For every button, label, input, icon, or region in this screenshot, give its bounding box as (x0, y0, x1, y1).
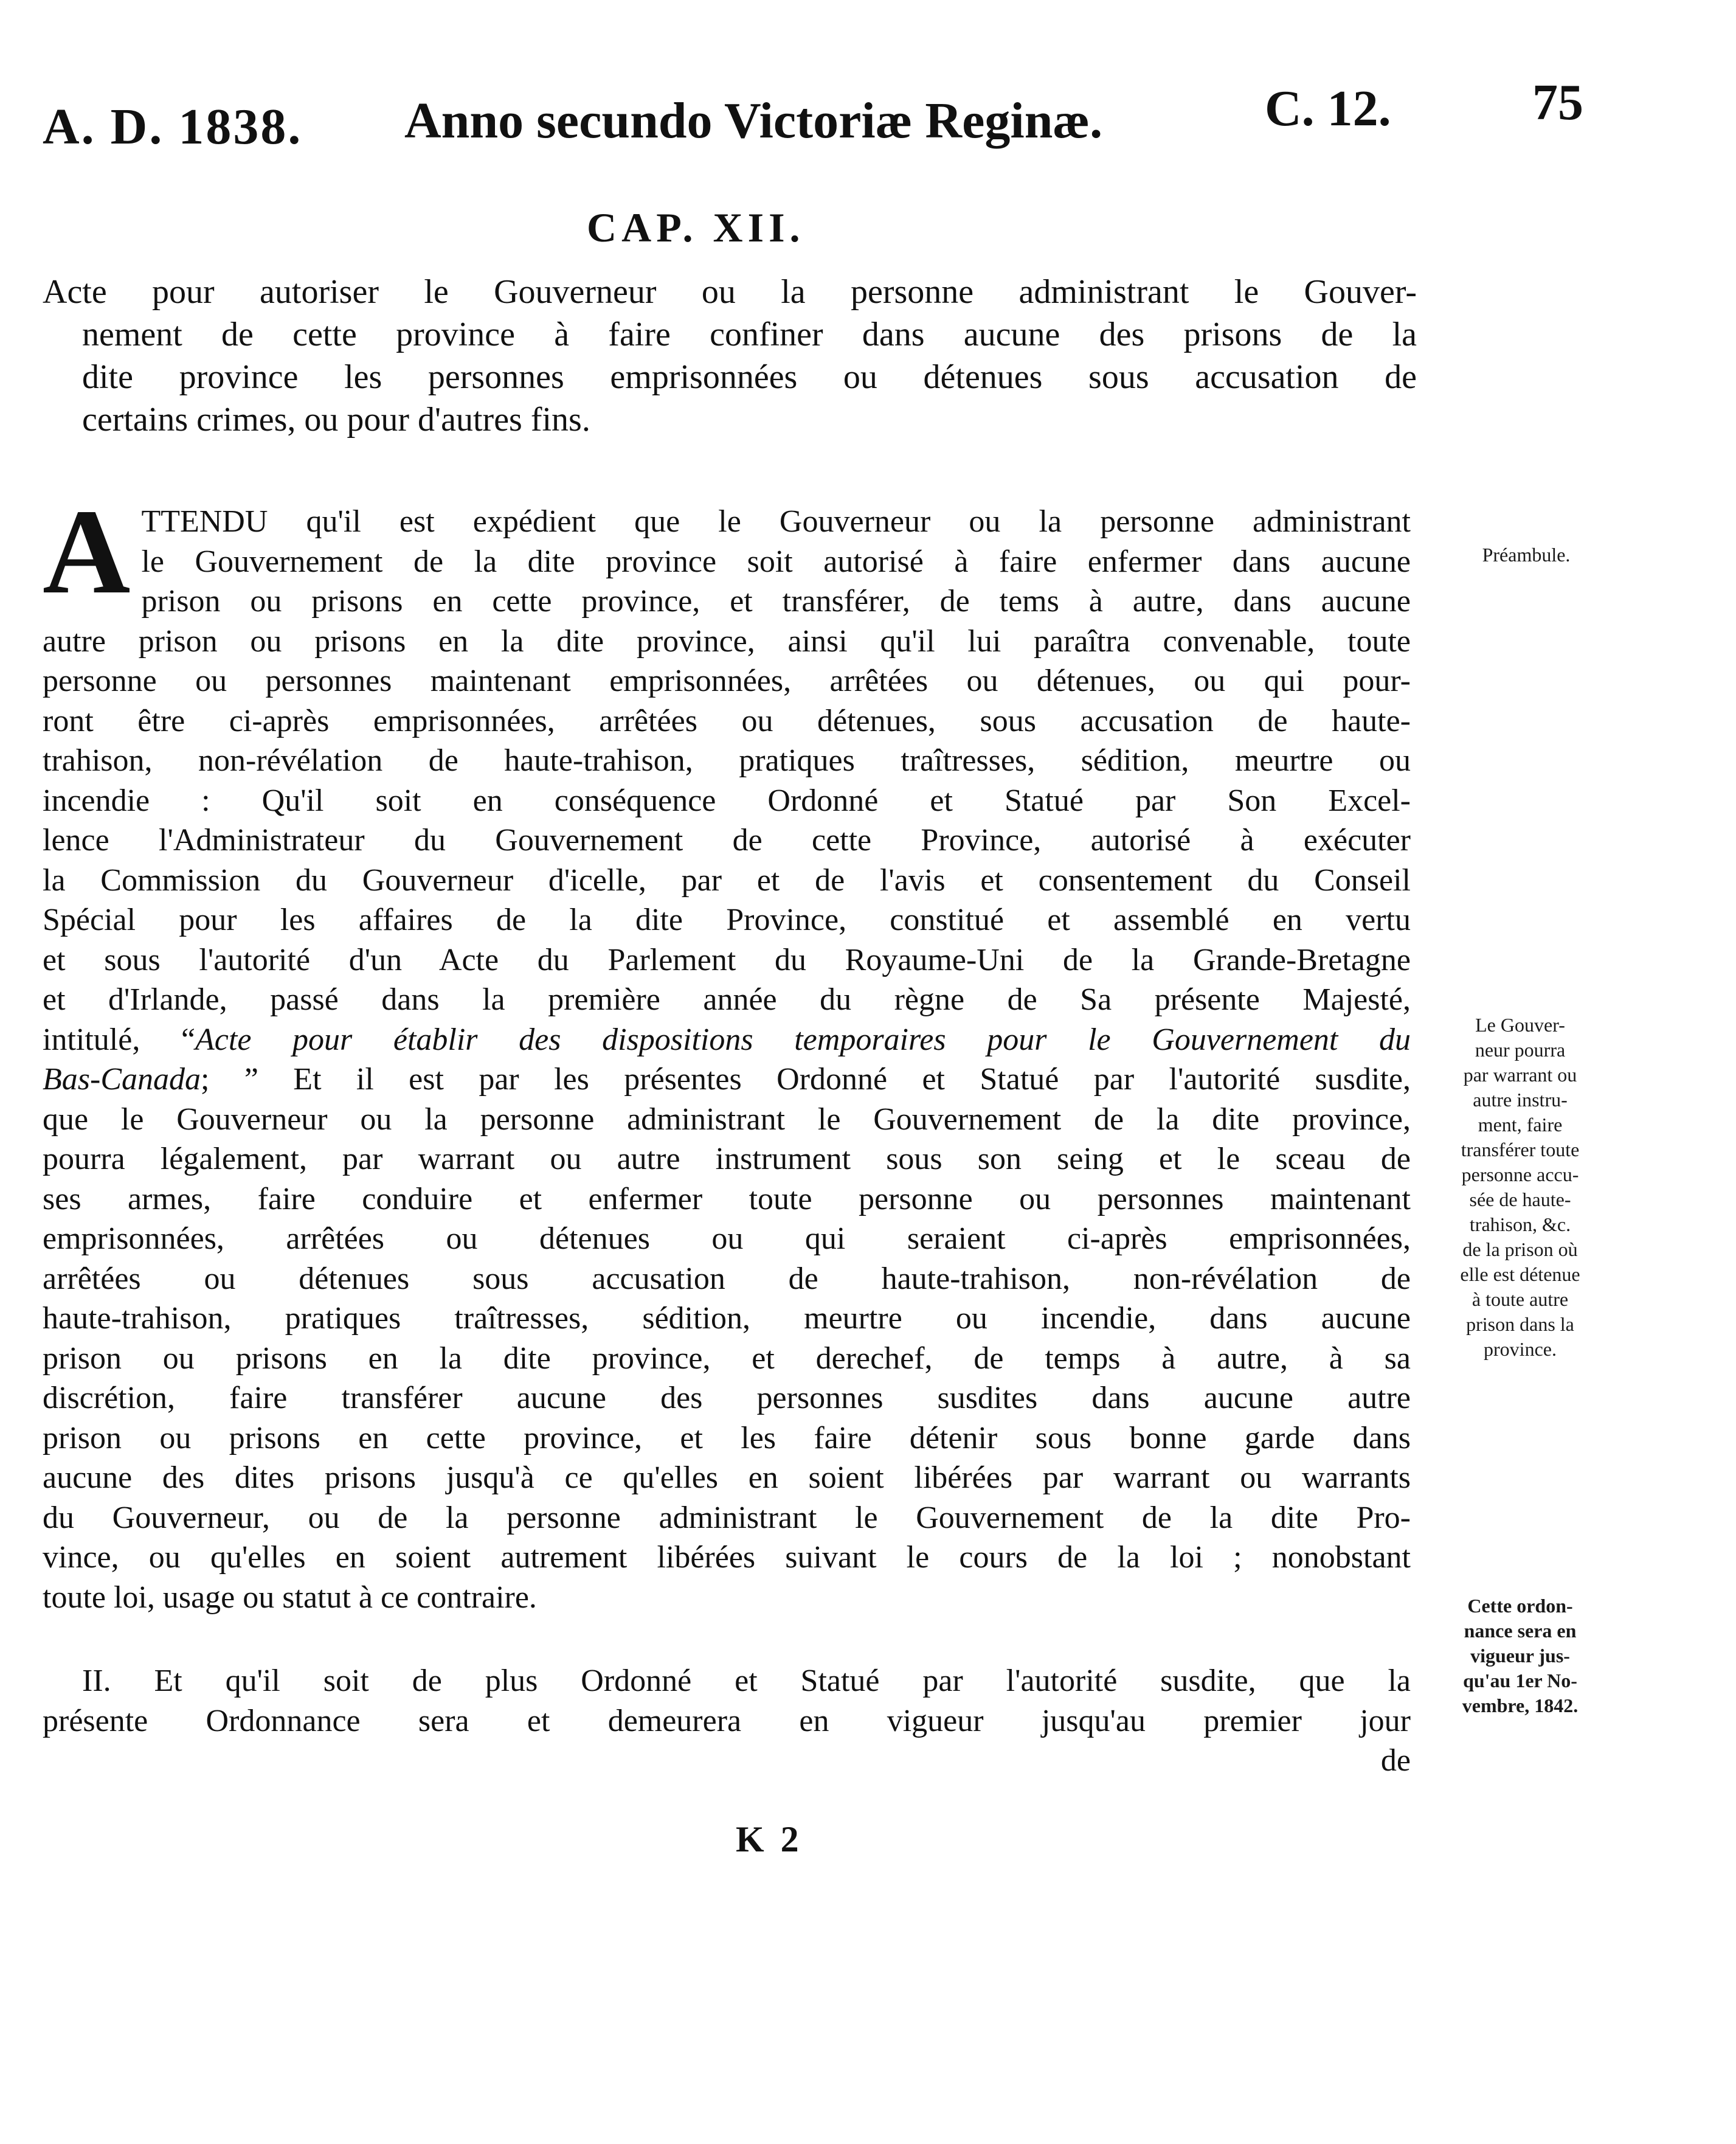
chapter-heading: CAP. XII. (587, 204, 805, 251)
drop-cap: A (43, 485, 131, 619)
intitule-act-name-end: Bas-Canada (43, 1062, 201, 1097)
text-line: autre prison ou prisons en la dite province, ainsi qu'il lui paraîtra convenable, toute (43, 623, 1411, 659)
text-line: pourra légalement, par warrant ou autre instrument sous son seing et le sceau de (43, 1142, 1411, 1176)
header-chapter: C. 12. (1265, 80, 1391, 137)
marginal-note-gouverneur: Le Gouver- neur pourra par warrant ou autre instru- ment, faire transférer toute personne accu- sée de haute- trahison, &c. de la prison où elle est détenue à toute autre prison dans la province. (1460, 1014, 1580, 1360)
header-year: A. D. 1838. (43, 99, 303, 155)
text-line: lence l'Administrateur du Gouvernement de cette Province, autorisé à exécuter (43, 823, 1411, 858)
catchword: de (1380, 1743, 1411, 1778)
text-line: emprisonnées, arrêtées ou détenues ou qui seraient ci-après emprisonnées, (43, 1221, 1411, 1256)
text-line: la Commission du Gouverneur d'icelle, par et de l'avis et consentement du Conseil (43, 862, 1411, 898)
marginal-note-preamble: Préambule. (1482, 544, 1571, 566)
intitule-prefix: intitulé, “ (43, 1022, 196, 1057)
text-line: prison ou prisons en cette province, et les faire détenir sous bonne garde dans (43, 1420, 1411, 1455)
text-line: II. Et qu'il soit de plus Ordonné et Statué par l'autorité susdite, que la (82, 1664, 1411, 1698)
section-ii-paragraph (43, 1661, 1411, 1781)
text-line: du Gouverneur, ou de la personne administrant le Gouvernement de la dite Pro- (43, 1500, 1411, 1535)
text-line: Spécial pour les affaires de la dite Province, constitué et assemblé en vertu (43, 903, 1411, 937)
preamble-paragraph (43, 485, 1411, 1617)
header-title: Anno secundo Victoriæ Reginæ. (404, 92, 1103, 149)
act-title-line: Acte pour autoriser le Gouverneur ou la personne administrant le Gouver- (43, 273, 1417, 311)
text-line: trahison, non-révélation de haute-trahison, pratiques traîtresses, sédition, meurtre ou (43, 743, 1411, 778)
act-title-line: certains crimes, ou pour d'autres fins. (82, 401, 590, 439)
text-line: prison ou prisons en cette province, et transférer, de tems à autre, dans aucune (141, 584, 1411, 619)
text-line: haute-trahison, pratiques traîtresses, sédition, meurtre ou incendie, dans aucune (43, 1301, 1411, 1336)
act-title (43, 271, 1417, 441)
text-line: toute loi, usage ou statut à ce contraire. (43, 1580, 537, 1615)
text-line: vince, ou qu'elles en soient autrement libérées suivant le cours de la loi ; nonobstant (43, 1540, 1411, 1575)
text-line: que le Gouverneur ou la personne administrant le Gouvernement de la dite province, (43, 1101, 1411, 1137)
text-line: arrêtées ou détenues sous accusation de haute-trahison, non-révélation de (43, 1261, 1411, 1296)
text-line: prison ou prisons en la dite province, et derechef, de temps à autre, à sa (43, 1341, 1411, 1376)
text-line-intitule (43, 1020, 1411, 1060)
running-header (0, 67, 1736, 155)
marginal-note-ordonnance: Cette ordon- nance sera en vigueur jus- qu'au 1er No- vembre, 1842. (1462, 1595, 1579, 1716)
text-line: présente Ordonnance sera et demeurera en vigueur jusqu'au premier jour (43, 1703, 1411, 1738)
page-number: 75 (1532, 74, 1583, 131)
text-line: TTENDU qu'il est expédient que le Gouverneur ou la personne administrant (141, 504, 1411, 539)
text-line: incendie : Qu'il soit en conséquence Ordonné et Statué par Son Excel- (43, 783, 1411, 818)
text-line: personne ou personnes maintenant emprisonnées, arrêtées ou détenues, ou qui pour- (43, 664, 1411, 698)
body-text (43, 485, 1411, 1781)
signature-mark: K 2 (736, 1819, 803, 1859)
text-line: ront être ci-après emprisonnées, arrêtées ou détenues, sous accusation de haute- (43, 703, 1411, 738)
act-title-line: dite province les personnes emprisonnées ou détenues sous accusation de (82, 358, 1417, 396)
text-line: et d'Irlande, passé dans la première année du règne de Sa présente Majesté, (43, 982, 1411, 1017)
text-line: discrétion, faire transférer aucune des personnes susdites dans aucune autre (43, 1381, 1411, 1415)
text-line: le Gouvernement de la dite province soit autorisé à faire enfermer dans aucune (141, 544, 1411, 579)
intitule-suffix: ; ” Et il est par les présentes Ordonné et Statué par l'autorité susdite, (201, 1062, 1411, 1097)
text-line-intitule-end (43, 1060, 1411, 1100)
text-line: ses armes, faire conduire et enfermer toute personne ou personnes maintenant (43, 1181, 1411, 1216)
text-line: aucune des dites prisons jusqu'à ce qu'elles en soient libérées par warrant ou warrants (43, 1460, 1411, 1495)
text-line: et sous l'autorité d'un Acte du Parlement du Royaume-Uni de la Grande-Bretagne (43, 942, 1411, 977)
intitule-act-name: Acte pour établir des dispositions temporaires pour le Gouvernement du (195, 1022, 1411, 1057)
act-title-line: nement de cette province à faire confiner dans aucune des prisons de la (82, 316, 1417, 353)
